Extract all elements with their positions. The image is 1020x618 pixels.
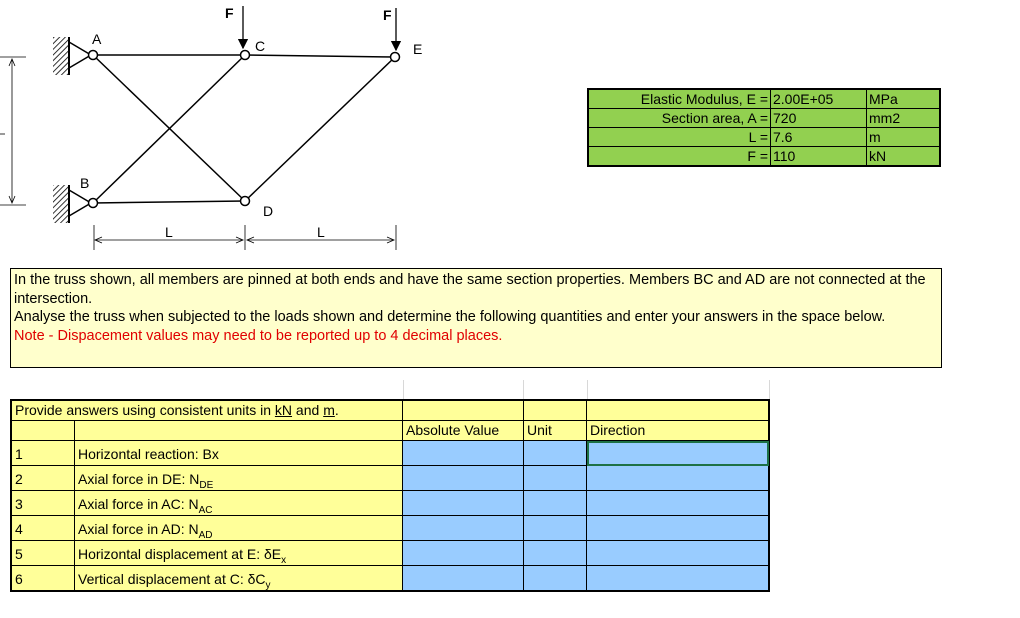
span-label-2: L [317, 224, 325, 240]
answer-row [11, 541, 769, 566]
answer-direction-input[interactable] [587, 566, 770, 592]
node-label-a: A [92, 31, 102, 47]
vertical-dimension [0, 57, 26, 205]
answers-intro [11, 400, 403, 421]
answer-row [11, 466, 769, 491]
gridline [523, 380, 524, 400]
property-row [588, 109, 940, 128]
load-label-c: F [225, 5, 234, 21]
intro-unit-kn: kN [274, 402, 293, 418]
answer-direction-input[interactable] [587, 466, 770, 491]
answer-row [11, 441, 769, 466]
row-number: 3 [11, 491, 75, 516]
answer-row [11, 516, 769, 541]
empty-cell [75, 421, 403, 441]
row-number: 5 [11, 541, 75, 566]
truss-joints [89, 51, 400, 208]
answer-value-input[interactable] [403, 566, 524, 592]
property-unit: MPa [867, 89, 941, 109]
properties-table [587, 88, 941, 167]
row-number: 4 [11, 516, 75, 541]
gridline [769, 380, 770, 400]
property-row [588, 89, 940, 109]
node-label-d: D [263, 203, 274, 219]
horizontal-dimension [94, 225, 396, 250]
answer-direction-input[interactable] [587, 491, 770, 516]
row-quantity: Vertical displacement at C: $\delta C_y$ [75, 566, 403, 592]
answers-header-row [11, 421, 769, 441]
answer-unit-input[interactable] [524, 566, 587, 592]
answer-unit-input[interactable] [524, 491, 587, 516]
property-unit: mm2 [867, 109, 941, 128]
intro-text: Provide answers using consistent units in [15, 402, 275, 418]
answer-value-input[interactable] [403, 541, 524, 566]
column-header-unit: Unit [524, 421, 587, 441]
empty-cell [403, 400, 524, 421]
node-label-b: B [80, 175, 90, 191]
node-label-e: E [413, 41, 423, 57]
column-header-value: Absolute Value [403, 421, 524, 441]
gridline [587, 380, 588, 400]
row-quantity: Axial force in DE: $N_{DE}$ [75, 466, 403, 491]
row-quantity: Horizontal reaction: Bx [75, 441, 403, 466]
empty-cell [11, 421, 75, 441]
description-note: Note - Dispacement values may need to be reported up to 4 decimal places. [14, 327, 503, 344]
answer-unit-input[interactable] [524, 516, 587, 541]
empty-cell [524, 400, 587, 421]
answers-table [10, 399, 770, 592]
span-label-1: L [165, 224, 173, 240]
row-quantity: Axial force in AD: $N_{AD}$ [75, 516, 403, 541]
row-number: 2 [11, 466, 75, 491]
answer-value-input[interactable] [403, 441, 524, 466]
problem-description [10, 268, 942, 368]
property-value[interactable]: 110 [771, 147, 867, 167]
property-value[interactable]: 2.00E+05 [771, 89, 867, 109]
load-arrows [243, 6, 396, 50]
answer-row [11, 566, 769, 592]
load-label-e: F [383, 7, 392, 23]
property-unit: m [867, 128, 941, 147]
answer-unit-input[interactable] [524, 541, 587, 566]
property-unit: kN [867, 147, 941, 167]
row-quantity: Horizontal displacement at E: $\delta E_x$ [75, 541, 403, 566]
intro-period: . [334, 402, 339, 418]
property-label: F = [588, 147, 771, 167]
truss-members [93, 55, 395, 203]
answer-unit-input[interactable] [524, 466, 587, 491]
property-row [588, 128, 940, 147]
row-quantity: Axial force in AC: $N_{AC}$ [75, 491, 403, 516]
row-number: 1 [11, 441, 75, 466]
answer-value-input[interactable] [403, 491, 524, 516]
answer-direction-input[interactable] [587, 541, 770, 566]
answer-row [11, 491, 769, 516]
answers-intro-row [11, 400, 769, 421]
description-line-2: Analyse the truss when subjected to the loads shown and determine the following quantities and enter your answers in the space below. [14, 309, 886, 325]
empty-cell [587, 400, 770, 421]
pin-support-a [53, 37, 91, 75]
answer-direction-input[interactable] [587, 516, 770, 541]
property-row [588, 147, 940, 167]
property-label: Elastic Modulus, E = [588, 89, 771, 109]
node-label-c: C [255, 38, 266, 54]
answer-unit-input[interactable] [524, 441, 587, 466]
answer-value-input[interactable] [403, 516, 524, 541]
gridline [403, 380, 404, 400]
property-value[interactable]: 720 [771, 109, 867, 128]
column-header-direction: Direction [587, 421, 770, 441]
row-number: 6 [11, 566, 75, 592]
intro-unit-m: m [323, 402, 335, 418]
property-label: L = [588, 128, 771, 147]
property-value[interactable]: 7.6 [771, 128, 867, 147]
answer-direction-input[interactable] [587, 441, 770, 466]
description-line-1: In the truss shown, all members are pinned at both ends and have the same section properties. Members BC and AD are not connected at the intersection. [14, 272, 926, 307]
answer-value-input[interactable] [403, 466, 524, 491]
property-label: Section area, A = [588, 109, 771, 128]
truss-diagram [0, 0, 460, 262]
intro-and: and [292, 402, 324, 418]
